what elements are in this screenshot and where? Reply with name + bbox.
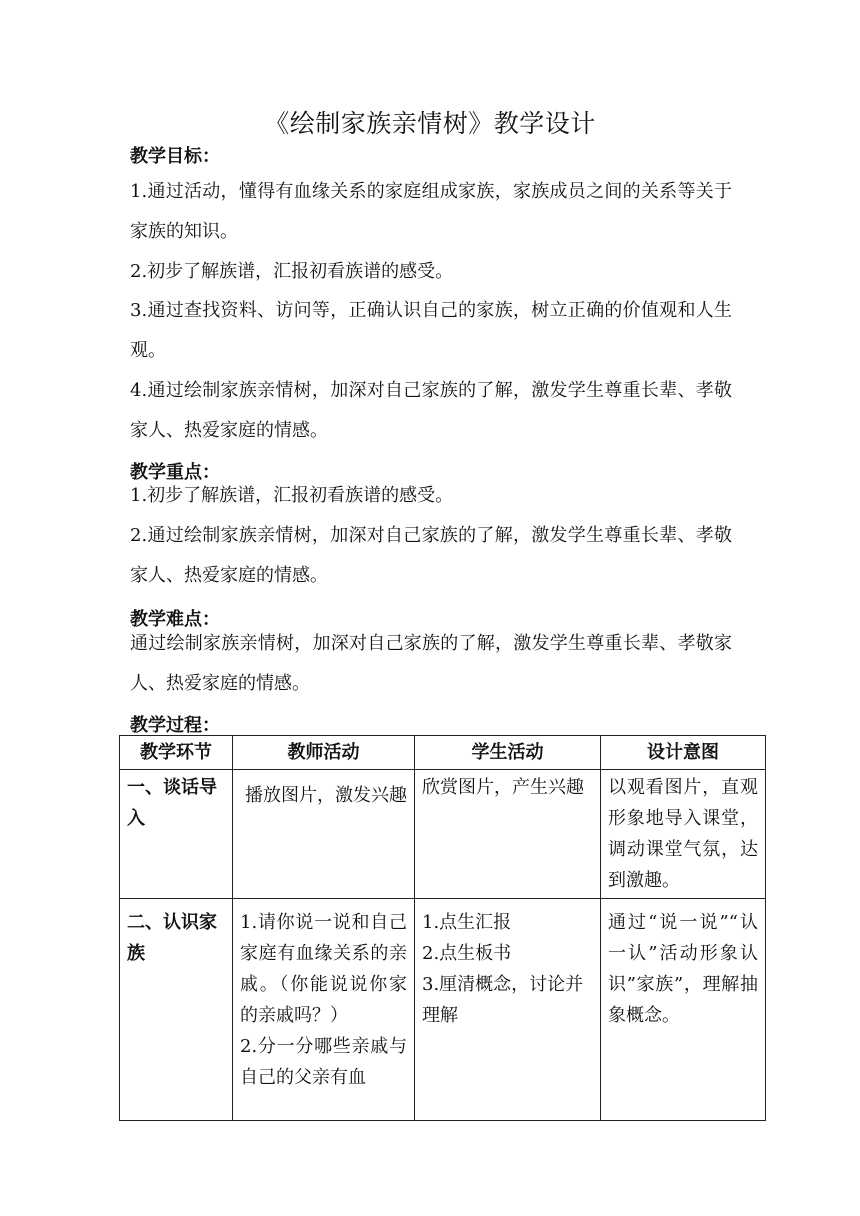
document-title: 《绘制家族亲情树》教学设计 [264,109,596,138]
student-activity-line: 3.厘清概念，讨论并理解 [422,974,584,1026]
table-header-row [120,736,766,770]
difficulties-heading: 教学难点： [130,609,220,630]
student-activity-line: 1.点生汇报 [422,912,512,933]
stage-cell: 一、谈话导入 [120,770,233,899]
student-activity-line: 欣赏图片，产生兴趣 [422,777,584,798]
column-header: 教师活动 [233,736,415,770]
stage-cell: 二、认识家族 [120,899,233,1121]
objective-item: 4.通过绘制家族亲情树，加深对自己家族的了解，激发学生尊重长辈、孝敬家人、热爱家庭的情感。 [130,380,732,441]
table-row [120,770,766,899]
key-points-heading: 教学重点： [130,462,220,483]
objective-item: 2.初步了解族谱，汇报初看族谱的感受。 [130,261,454,282]
teacher-activity-line: 播放图片，激发兴趣 [245,785,407,806]
column-header: 教学环节 [120,736,233,770]
key-point-item: 1.初步了解族谱，汇报初看族谱的感受。 [130,485,454,506]
objective-item: 1.通过活动，懂得有血缘关系的家庭组成家族，家族成员之间的关系等关于家族的知识。 [130,181,732,242]
teacher-activity-cell [233,770,415,899]
student-activity-cell [415,770,601,899]
teacher-activity-line: 1.请你说一说和自己家庭有血缘关系的亲戚。（你能说说你家的亲戚吗？） [240,912,407,1026]
student-activity-line: 2.点生板书 [422,943,512,964]
teacher-activity-cell [233,899,415,1121]
design-intent-cell: 通过“说一说”“认一认”活动形象认识”家族”，理解抽象概念。 [601,899,766,1121]
key-point-item: 2.通过绘制家族亲情树，加深对自己家族的了解，激发学生尊重长辈、孝敬家人、热爱家庭的情感。 [130,525,732,586]
column-header: 设计意图 [601,736,766,770]
student-activity-cell [415,899,601,1121]
column-header: 学生活动 [415,736,601,770]
table-row [120,899,766,1121]
teacher-activity-line: 2.分一分哪些亲戚与自己的父亲有血 [240,1036,407,1088]
teaching-process-table [119,735,766,1121]
design-intent-cell: 以观看图片，直观形象地导入课堂，调动课堂气氛，达到激趣。 [601,770,766,899]
difficulties-text: 通过绘制家族亲情树，加深对自己家族的了解，激发学生尊重长辈、孝敬家人、热爱家庭的情感。 [130,633,732,694]
objective-item: 3.通过查找资料、访问等，正确认识自己的家族，树立正确的价值观和人生观。 [130,300,732,361]
process-heading: 教学过程： [130,715,220,736]
objectives-heading: 教学目标： [130,146,220,167]
